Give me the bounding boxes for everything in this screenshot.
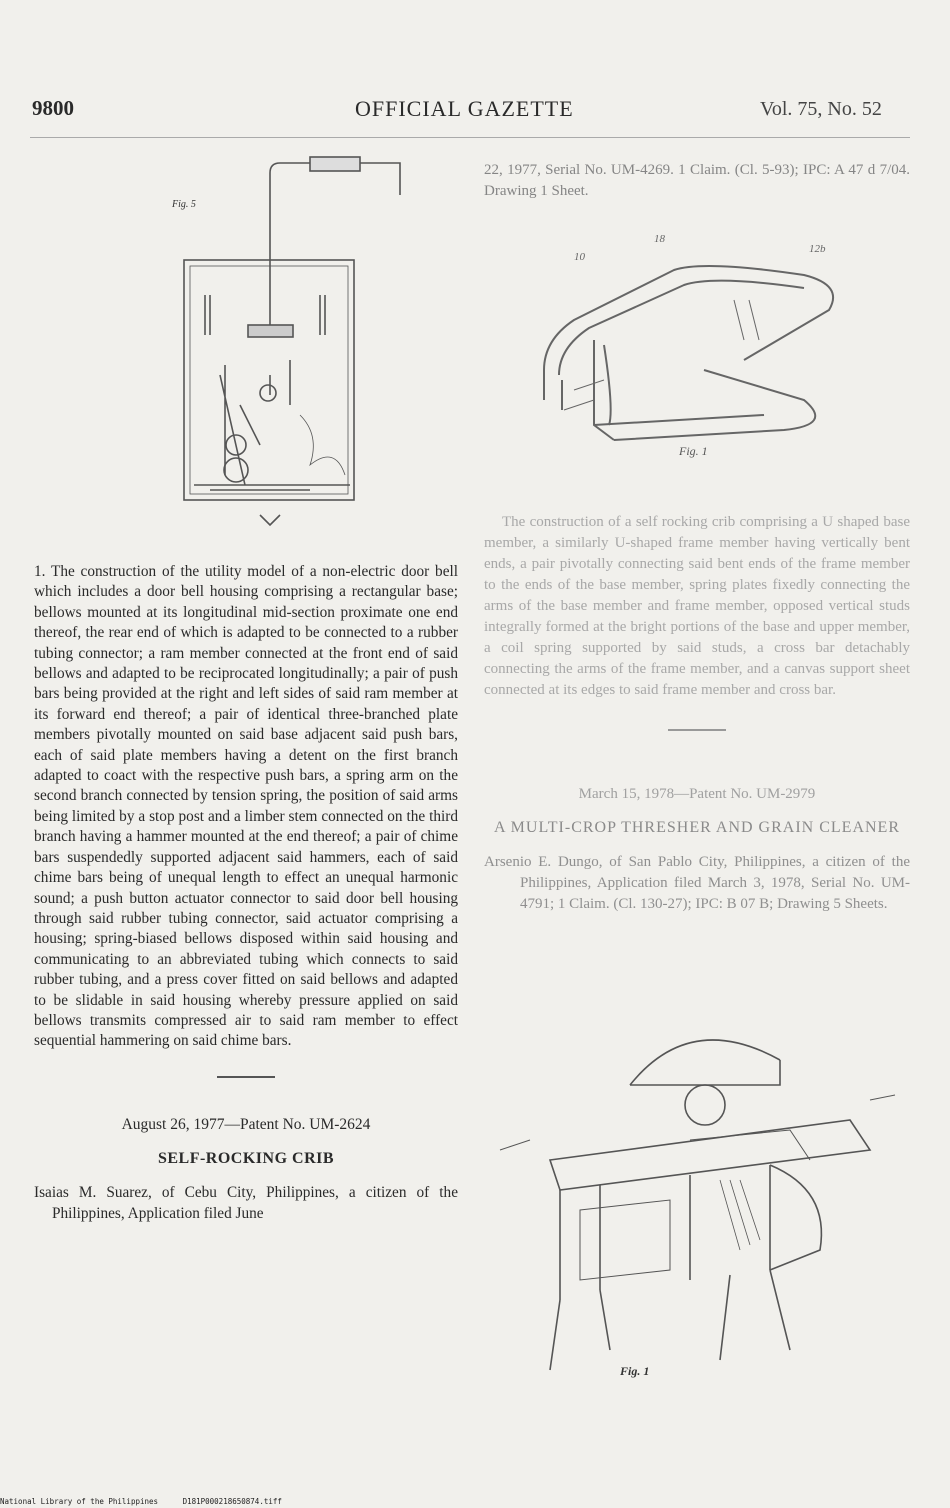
door-bell-claim: 1. The construction of the utility model of a non-electric door bell which includes a door bell housing comprising a rectangular base; bellows mounted at its longitudinal mid-section proximate one end thereof, the rear end of which is adapted to be connected to a rubber tubing connector; a ram member connected at the front end of said bellows and adapted to be reciprocated longitudinally; a pair of push bars being provided at the right and left sides of said ram member at its forward end thereof; a pair of identical three-branched plate members pivotally mounted on said base adjacent said push bars, each of said plate members having a detent on the first branch adapted to coact with the respective push bars, a spring arm on the second branch connected by tension spring, the position of said arms being limited by a stop post and a limber stem connected on the third branch having a hammer mounted at the end thereof; a pair of chime bars suspendedly supported adjacent said hammers, each of said chime bars being of unequal length to effect an unequal harmonic sound; a push button actuator connector to said door bell housing through said rubber tubing connector, said actuator comprising a housing; spring-biased bellows disposed within said housing and communicating to an abbreviated tubing which connects to said rubber tubing, and a press cover fitted on said bellows and adapted to be slidable in said housing whereby pressure applied on said bellows transmits compressed air to said ram member to effect sequential hammering on said chime bars.: [34, 563, 458, 1050]
right-column: [484, 160, 910, 915]
publication-title: OFFICIAL GAZETTE: [355, 96, 574, 121]
crib-patent-date: August 26, 1977—Patent No. UM-2624: [121, 1115, 371, 1133]
door-bell-drawing: [150, 145, 420, 540]
page-number: 9800: [32, 96, 74, 120]
footer-file: D181P000218650874.tiff: [182, 1497, 282, 1506]
thresher-figure: [490, 990, 910, 1390]
crib-drawing: [504, 230, 894, 470]
page-header: [0, 96, 950, 130]
header-rule: [30, 137, 910, 138]
crib-patent-inventor: Isaias M. Suarez, of Cebu City, Philippines, a citizen of the Philippines, Application filed June: [34, 1183, 458, 1222]
svg-text:10: 10: [574, 251, 585, 263]
crib-figure: [504, 230, 894, 470]
thresher-patent-date: March 15, 1978—Patent No. UM-2979: [578, 786, 816, 802]
thresher-fig-label: Fig. 1: [620, 1364, 650, 1378]
door-bell-figure: [150, 145, 420, 540]
crib-application-details: 22, 1977, Serial No. UM-4269. 1 Claim. (Cl. 5-93); IPC: A 47 d 7/04. Drawing 1 Sheet.: [484, 162, 910, 199]
svg-text:12b: 12b: [809, 243, 826, 255]
thresher-drawing: [490, 990, 910, 1390]
section-divider: [217, 1076, 275, 1078]
thresher-patent-inventor: Arsenio E. Dungo, of San Pablo City, Philippines, a citizen of the Philippines, Application filed March 3, 1978, Serial No. UM-4791; 1 Claim. (Cl. 130-27); IPC: B 07 B; Drawing 5 Sheets.: [484, 854, 910, 912]
volume-number: Vol. 75, No. 52: [760, 98, 882, 120]
crib-fig-label: Fig. 1: [679, 444, 708, 458]
crib-abstract: The construction of a self rocking crib comprising a U shaped base member, a similarly U-shaped frame member having vertically bent ends, a pair pivotally connecting said bent ends of the frame member to the ends of the base member, spring plates fixedly connecting the arms of the base member and frame member, opposed vertical studs integrally formed at the bright portions of the base and upper member, a coil spring supported by said studs, a cross bar detachably connecting the arms of the frame member, and a canvas support sheet connected at its edges to said frame member and cross bar.: [484, 514, 910, 698]
crib-patent-title: SELF-ROCKING CRIB: [157, 1149, 335, 1167]
svg-text:18: 18: [654, 233, 665, 245]
footer-library: National Library of the Philippines: [0, 1497, 159, 1506]
left-column: [34, 562, 458, 1224]
section-divider-right: [668, 729, 726, 731]
fig5-label: Fig. 5: [172, 199, 196, 210]
thresher-patent-title: A MULTI-CROP THRESHER AND GRAIN CLEANER: [494, 819, 900, 836]
scan-footer: [0, 1497, 302, 1506]
